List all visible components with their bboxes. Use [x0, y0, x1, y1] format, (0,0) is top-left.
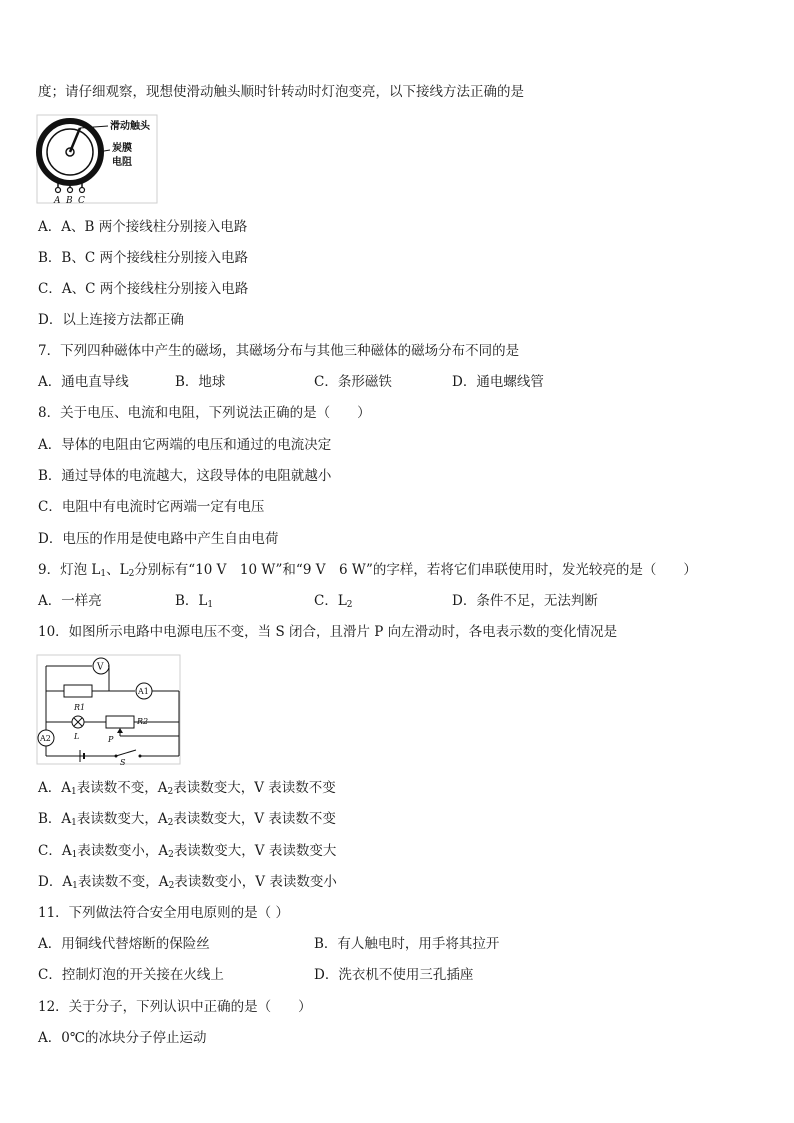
rheostat-r2	[106, 716, 134, 728]
q12-stem: 12．关于分子，下列认识中正确的是（ ）	[38, 999, 312, 1015]
label-b: B	[66, 196, 73, 206]
slider-arm	[70, 128, 80, 152]
label-film: 炭膜	[112, 143, 132, 154]
r1-label: R1	[74, 703, 86, 712]
ammeter-a2-label: A2	[40, 734, 51, 743]
q6-option-c: C．A、C 两个接线柱分别接入电路	[38, 281, 249, 297]
q8-option-c: C．电阻中有电流时它两端一定有电压	[38, 499, 265, 515]
q9-option-d: D．条件不足，无法判断	[452, 593, 598, 609]
q6-option-d: D．以上连接方法都正确	[38, 312, 184, 328]
q10-option-b: B．$A_1$表读数变大，$A_2$表读数变大，V 表读数不变	[38, 811, 336, 828]
q10-option-d: D．$A_1$表读数不变，$A_2$表读数变小，V 表读数变小	[38, 874, 337, 891]
ammeter-a1-label: A1	[138, 687, 149, 696]
q8-stem: 8．关于电压、电流和电阻，下列说法正确的是（ ）	[38, 405, 371, 421]
label-c: C	[78, 196, 85, 206]
q10-option-a: A．$A_1$表读数不变，$A_2$表读数变大，V 表读数不变	[38, 780, 336, 797]
potentiometer-figure	[36, 114, 160, 206]
q9-option-b: B．$L_1$	[175, 593, 214, 610]
q11-option-d: D．洗衣机不使用三孔插座	[314, 967, 474, 983]
q10-option-c: C．$A_1$表读数变小，$A_2$表读数变大，V 表读数变大	[38, 843, 337, 860]
r2-label: R2	[137, 717, 149, 726]
label-a: A	[54, 196, 61, 206]
terminal-c	[80, 188, 85, 193]
q8-option-d: D．电压的作用是使电路中产生自由电荷	[38, 531, 279, 547]
q6-intro: 度；请仔细观察，现想使滑动触头顺时针转动时灯泡变亮，以下接线方法正确的是	[38, 84, 524, 100]
q7-option-c: C．条形磁铁	[314, 374, 392, 390]
voltmeter-label: V	[97, 662, 104, 673]
q11-option-a: A．用铜线代替熔断的保险丝	[38, 936, 210, 952]
lamp-label: L	[74, 732, 80, 741]
q11-stem: 11．下列做法符合安全用电原则的是（ ）	[38, 905, 289, 921]
terminal-a	[56, 188, 61, 193]
q6-option-a: A．A、B 两个接线柱分别接入电路	[38, 219, 248, 235]
q8-option-b: B．通过导体的电流越大，这段导体的电阻就越小	[38, 468, 332, 484]
q9-option-a: A．一样亮	[38, 593, 102, 609]
q11-option-b: B．有人触电时，用手将其拉开	[314, 936, 500, 952]
terminal-b	[68, 188, 73, 193]
q6-option-b: B．B、C 两个接线柱分别接入电路	[38, 250, 248, 266]
q12-option-a: A．0℃的冰块分子停止运动	[38, 1030, 207, 1046]
circuit-figure	[36, 654, 182, 766]
q7-stem: 7．下列四种磁体中产生的磁场，其磁场分布与其他三种磁体的磁场分布不同的是	[38, 343, 520, 359]
q9-option-c: C．$L_2$	[314, 593, 353, 610]
slider-label: P	[108, 735, 114, 744]
label-slider: 滑动触头	[110, 121, 150, 132]
q8-option-a: A．导体的电阻由它两端的电压和通过的电流决定	[38, 437, 332, 453]
switch-label: S	[120, 758, 126, 766]
q11-option-c: C．控制灯泡的开关接在火线上	[38, 967, 224, 983]
resistor-r1	[64, 685, 92, 697]
q10-stem: 10．如图所示电路中电源电压不变，当 S 闭合，且滑片 P 向左滑动时，各电表示数的变化情况是	[38, 624, 618, 640]
q9-stem: 9．灯泡 $L_1$、$L_2$分别标有“10 V 10 W”和“9 V 6 W”的字样，若将它们串联使用时，发光较亮的是（ ）	[38, 562, 697, 579]
q7-option-d: D．通电螺线管	[452, 374, 544, 390]
q7-option-a: A．通电直导线	[38, 374, 129, 390]
label-resistor: 电阻	[112, 157, 132, 168]
switch-s	[116, 750, 136, 756]
q7-option-b: B．地球	[175, 374, 226, 390]
